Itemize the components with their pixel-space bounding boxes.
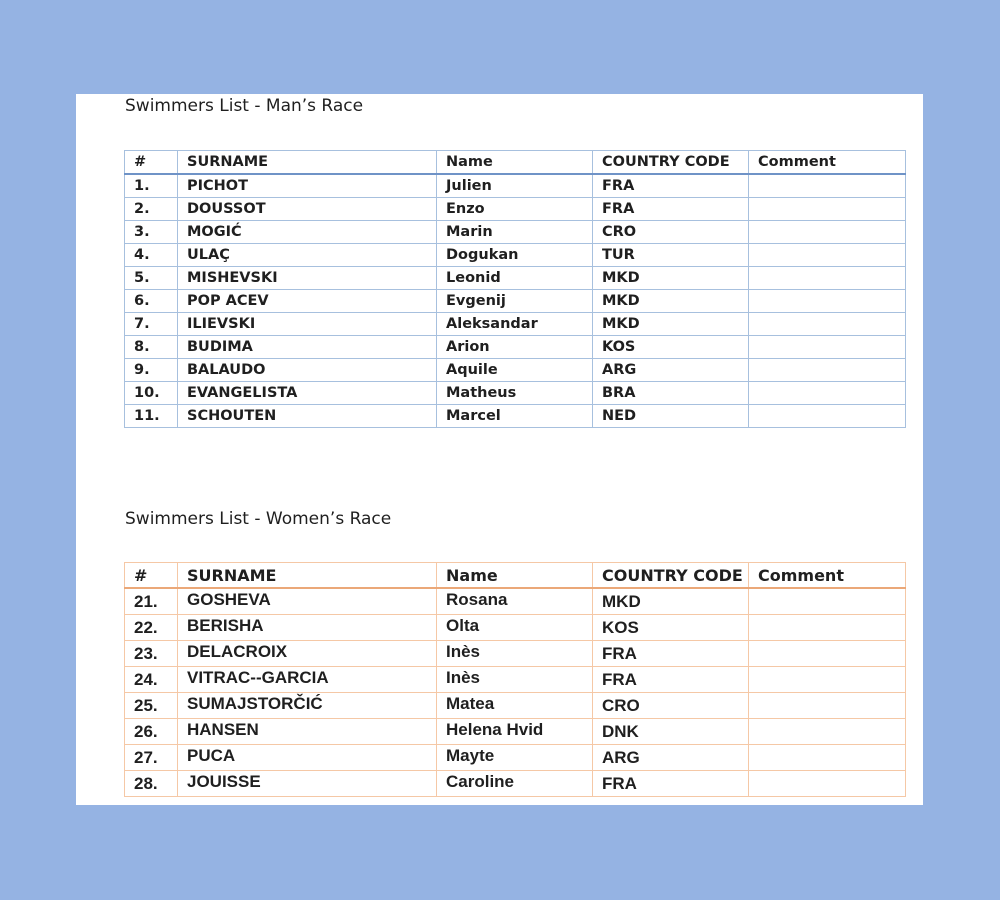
row-name: Enzo [437,198,593,221]
row-comment [749,174,906,198]
row-surname: BALAUDO [178,359,437,382]
men-swimmers-table [124,150,906,428]
row-number: 24. [125,667,178,693]
row-country-code: MKD [593,290,749,313]
row-name: Rosana [437,588,593,615]
table-row [125,267,906,290]
header-surname: SURNAME [178,151,437,175]
row-comment [749,313,906,336]
row-surname: ILIEVSKI [178,313,437,336]
row-number: 10. [125,382,178,405]
table-row [125,359,906,382]
row-number: 27. [125,745,178,771]
row-name: Aquile [437,359,593,382]
table-row [125,198,906,221]
row-number: 3. [125,221,178,244]
row-surname: POP ACEV [178,290,437,313]
row-number: 21. [125,588,178,615]
table-header-row [125,151,906,175]
row-comment [749,267,906,290]
table-row [125,405,906,428]
table-row [125,244,906,267]
row-surname: VITRAC--GARCIA [178,667,437,693]
row-comment [749,693,906,719]
row-name: Helena Hvid [437,719,593,745]
header-name: Name [437,151,593,175]
row-number: 5. [125,267,178,290]
row-country-code: CRO [593,221,749,244]
row-surname: JOUISSE [178,771,437,797]
row-name: Olta [437,615,593,641]
row-surname: DOUSSOT [178,198,437,221]
table-header-row [125,563,906,589]
row-number: 9. [125,359,178,382]
row-country-code: FRA [593,198,749,221]
row-comment [749,771,906,797]
row-country-code: MKD [593,267,749,290]
row-number: 23. [125,641,178,667]
row-country-code: KOS [593,336,749,359]
row-number: 2. [125,198,178,221]
row-number: 26. [125,719,178,745]
row-surname: SCHOUTEN [178,405,437,428]
row-comment [749,221,906,244]
header-country-code: COUNTRY CODE [593,151,749,175]
row-comment [749,745,906,771]
row-comment [749,615,906,641]
header-number: # [125,151,178,175]
row-country-code: FRA [593,771,749,797]
row-name: Mayte [437,745,593,771]
row-number: 1. [125,174,178,198]
row-name: Matea [437,693,593,719]
row-surname: BUDIMA [178,336,437,359]
table-row [125,719,906,745]
table-row [125,667,906,693]
row-country-code: MKD [593,588,749,615]
row-name: Matheus [437,382,593,405]
women-swimmers-table [124,562,906,797]
row-country-code: ARG [593,745,749,771]
row-comment [749,198,906,221]
header-country-code: COUNTRY CODE [593,563,749,589]
row-country-code: ARG [593,359,749,382]
table-row [125,588,906,615]
row-comment [749,641,906,667]
row-number: 8. [125,336,178,359]
table-row [125,290,906,313]
table-row [125,221,906,244]
table-row [125,336,906,359]
header-comment: Comment [749,563,906,589]
row-country-code: FRA [593,174,749,198]
row-number: 6. [125,290,178,313]
table-row [125,174,906,198]
row-comment [749,336,906,359]
row-comment [749,667,906,693]
row-comment [749,290,906,313]
row-surname: EVANGELISTA [178,382,437,405]
header-comment: Comment [749,151,906,175]
row-surname: SUMAJSTORČIĆ [178,693,437,719]
table-row [125,641,906,667]
row-country-code: KOS [593,615,749,641]
row-surname: MISHEVSKI [178,267,437,290]
row-number: 25. [125,693,178,719]
row-country-code: CRO [593,693,749,719]
table-row [125,615,906,641]
row-surname: PUCA [178,745,437,771]
row-comment [749,405,906,428]
row-name: Arion [437,336,593,359]
row-comment [749,359,906,382]
women-race-title: Swimmers List - Women’s Race [125,509,392,529]
row-number: 22. [125,615,178,641]
row-name: Inès [437,667,593,693]
row-name: Evgenij [437,290,593,313]
table-row [125,771,906,797]
header-surname: SURNAME [178,563,437,589]
row-name: Dogukan [437,244,593,267]
table-row [125,382,906,405]
row-country-code: BRA [593,382,749,405]
row-surname: BERISHA [178,615,437,641]
row-surname: PICHOT [178,174,437,198]
row-number: 28. [125,771,178,797]
row-name: Aleksandar [437,313,593,336]
row-country-code: FRA [593,641,749,667]
table-row [125,693,906,719]
row-country-code: FRA [593,667,749,693]
row-surname: HANSEN [178,719,437,745]
row-country-code: DNK [593,719,749,745]
row-number: 7. [125,313,178,336]
row-comment [749,244,906,267]
row-surname: ULAÇ [178,244,437,267]
header-name: Name [437,563,593,589]
row-name: Inès [437,641,593,667]
table-row [125,313,906,336]
row-name: Leonid [437,267,593,290]
men-race-title: Swimmers List - Man’s Race [125,96,364,116]
row-number: 4. [125,244,178,267]
row-surname: GOSHEVA [178,588,437,615]
row-name: Julien [437,174,593,198]
row-country-code: NED [593,405,749,428]
header-number: # [125,563,178,589]
row-country-code: MKD [593,313,749,336]
row-country-code: TUR [593,244,749,267]
row-comment [749,719,906,745]
document-page [76,94,923,805]
row-surname: MOGIĆ [178,221,437,244]
row-name: Marin [437,221,593,244]
row-number: 11. [125,405,178,428]
table-row [125,745,906,771]
row-name: Caroline [437,771,593,797]
row-surname: DELACROIX [178,641,437,667]
row-comment [749,588,906,615]
row-name: Marcel [437,405,593,428]
row-comment [749,382,906,405]
